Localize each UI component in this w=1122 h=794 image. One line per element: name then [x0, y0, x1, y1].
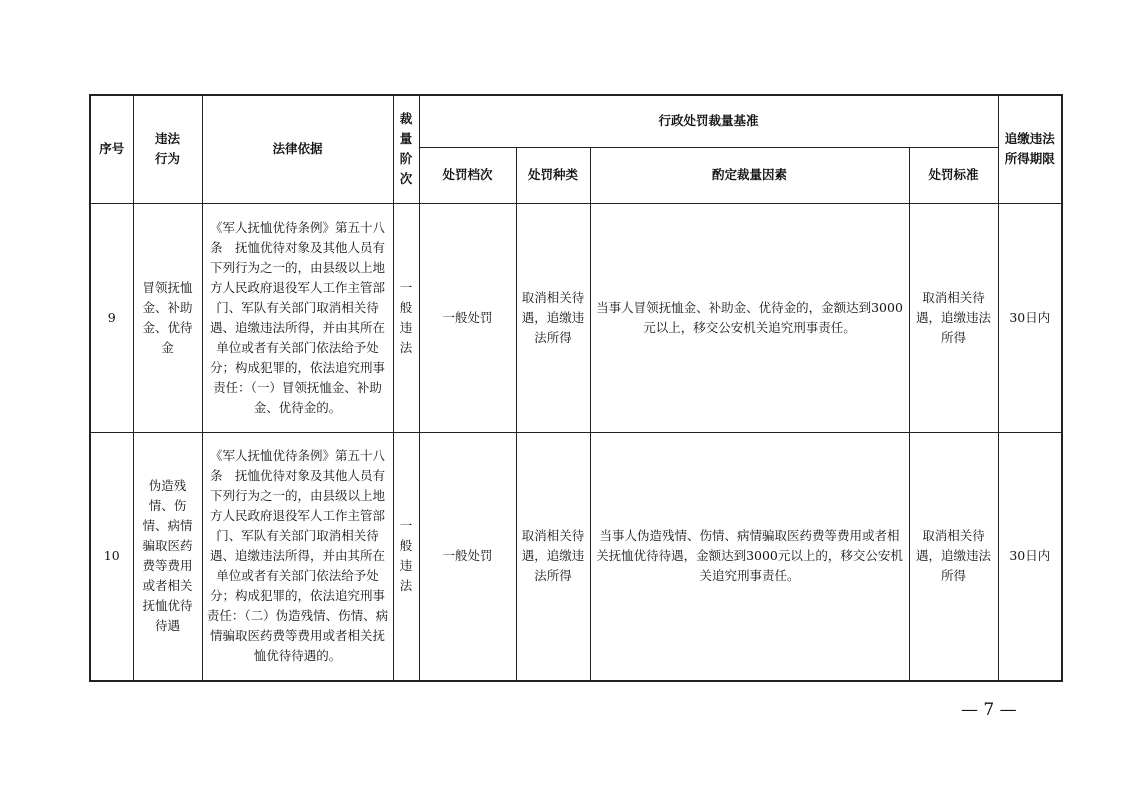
row-factor: 当事人冒领抚恤金、补助金、优待金的，金额达到3000元以上，移交公安机关追究刑事责任。 — [590, 203, 909, 432]
row-factor: 当事人伪造残情、伤情、病情骗取医药费等费用或者相关抚恤优待待遇，金额达到3000元以上的，移交公安机关追究刑事责任。 — [590, 432, 909, 681]
page-number: — 7 — — [961, 700, 1017, 720]
row-standard: 取消相关待遇，追缴违法所得 — [909, 432, 998, 681]
header-factors: 酌定裁量因素 — [590, 147, 909, 203]
row-seq: 10 — [90, 432, 133, 681]
table-row — [90, 432, 1062, 681]
penalty-standard-table — [89, 94, 1063, 682]
row-legal-basis: 《军人抚恤优待条例》第五十八条 抚恤优待对象及其他人员有下列行为之一的，由县级以上地方人民政府退役军人工作主管部门、军队有关部门取消相关待遇、追缴违法所得，并由其所在单位或者有关部门依法给予处分；构成犯罪的，依法追究刑事责任：（一）冒领抚恤金、补助金、优待金的。 — [202, 203, 393, 432]
header-row-1 — [90, 95, 1062, 147]
header-violation: 违法行为 — [133, 95, 202, 203]
header-recovery-period: 追缴违法所得期限 — [998, 95, 1062, 203]
row-type: 取消相关待遇，追缴违法所得 — [516, 432, 590, 681]
row-grade: 一般处罚 — [419, 432, 516, 681]
row-level: 一般违法 — [393, 432, 419, 681]
row-period: 30日内 — [998, 432, 1062, 681]
row-standard: 取消相关待遇，追缴违法所得 — [909, 203, 998, 432]
header-standard-group: 行政处罚裁量基准 — [419, 95, 998, 147]
row-legal-basis: 《军人抚恤优待条例》第五十八条 抚恤优待对象及其他人员有下列行为之一的，由县级以上地方人民政府退役军人工作主管部门、军队有关部门取消相关待遇、追缴违法所得，并由其所在单位或者有关部门依法给予处分；构成犯罪的，依法追究刑事责任：（二）伪造残情、伤情、病情骗取医药费等费用或者相关抚恤优待待遇的。 — [202, 432, 393, 681]
header-penalty-grade: 处罚档次 — [419, 147, 516, 203]
row-period: 30日内 — [998, 203, 1062, 432]
header-level: 裁量阶次 — [393, 95, 419, 203]
row-seq: 9 — [90, 203, 133, 432]
row-violation: 冒领抚恤金、补助金、优待金 — [133, 203, 202, 432]
row-violation: 伪造残情、伤情、病情骗取医药费等费用或者相关抚恤优待待遇 — [133, 432, 202, 681]
header-penalty-type: 处罚种类 — [516, 147, 590, 203]
row-grade: 一般处罚 — [419, 203, 516, 432]
row-type: 取消相关待遇，追缴违法所得 — [516, 203, 590, 432]
table-row — [90, 203, 1062, 432]
header-legal-basis: 法律依据 — [202, 95, 393, 203]
row-level: 一般违法 — [393, 203, 419, 432]
header-seq: 序号 — [90, 95, 133, 203]
header-penalty-standard: 处罚标准 — [909, 147, 998, 203]
